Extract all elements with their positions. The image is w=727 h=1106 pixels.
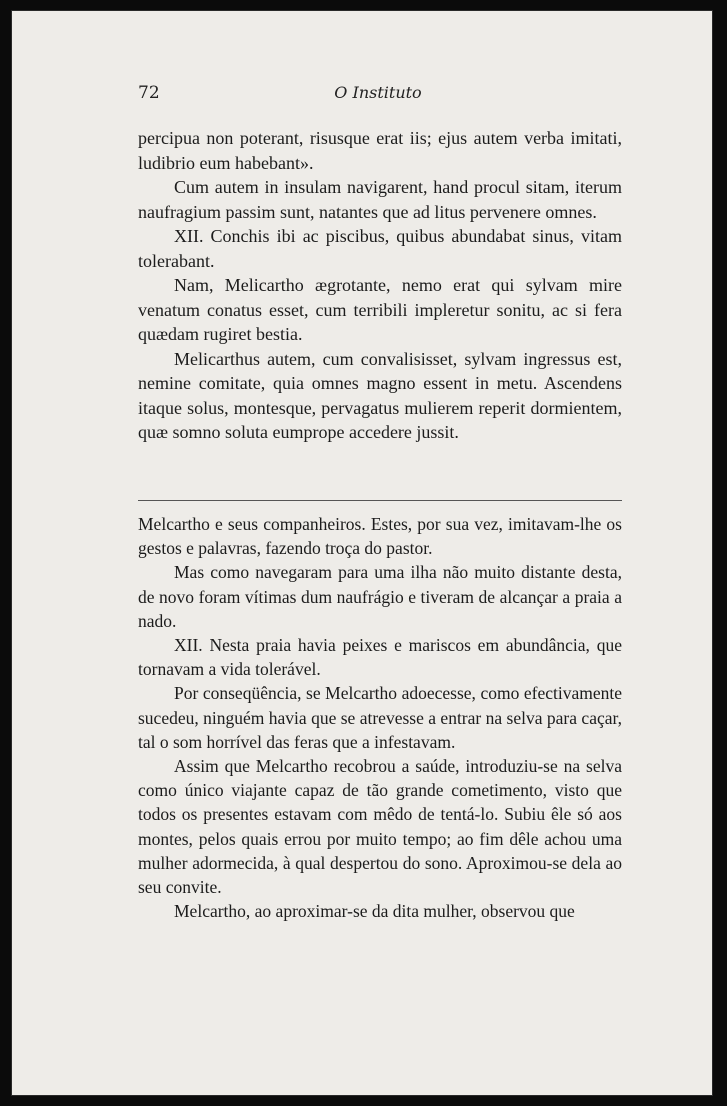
portuguese-paragraph: Mas como navegaram para uma ilha não muito distante desta, de novo foram vítimas dum naufrágio e tiveram de alcançar a praia a nado. [138, 562, 622, 631]
latin-paragraph: XII. Conchis ibi ac piscibus, quibus abundabat sinus, vitam tolerabant. [138, 226, 622, 271]
latin-paragraph: Melicarthus autem, cum convalisisset, sylvam ingressus est, nemine comitate, quia omnes magno essent in metu. Ascendens itaque solus, montesque, pervagatus mulierem reperit dormientem, quæ somno soluta eumprope accedere jussit. [138, 348, 622, 442]
running-title: O Instituto [334, 83, 422, 102]
portuguese-paragraph: Assim que Melcartho recobrou a saúde, introduziu-se na selva como único viajante capaz de tão grande cometimento, visto que todos os presentes estavam com mêdo de tentá-lo. Subiu êle só aos montes, pelos quais errou por muito tempo; ao fim dêle achou uma mulher adormecida, à qual despertou do sono. Aproximou-se dela ao seu convite. [138, 756, 622, 898]
page-header [138, 77, 618, 107]
portuguese-paragraph: Melcartho e seus companheiros. Estes, por sua vez, imitavam-lhe os gestos e palavras, fazendo troça do pastor. [138, 514, 622, 559]
latin-paragraph: Cum autem in insulam navigarent, hand procul sitam, iterum naufragium passim sunt, natantes que ad litus pervenere omnes. [138, 177, 622, 222]
portuguese-paragraph: Melcartho, ao aproximar-se da dita mulher, observou que [174, 901, 575, 922]
page-number: 72 [138, 83, 160, 103]
portuguese-translation [138, 512, 622, 923]
portuguese-paragraph: XII. Nesta praia havia peixes e mariscos em abundância, que tornavam a vida tolerável. [138, 635, 622, 680]
latin-text [138, 126, 622, 445]
section-divider [138, 500, 622, 501]
portuguese-paragraph: Por conseqüência, se Melcartho adoecesse, como efectivamente sucedeu, ninguém havia que se atrevesse a entrar na selva para caçar, tal o som horrível das feras que a infestavam. [138, 683, 622, 752]
latin-paragraph: Nam, Melicartho ægrotante, nemo erat qui sylvam mire venatum conatus esset, cum terribili impleretur sonitu, ac si fera quædam rugiret bestia. [138, 275, 622, 344]
latin-paragraph: percipua non poterant, risusque erat iis; ejus autem verba imitati, ludibrio eum habebant». [138, 128, 622, 173]
